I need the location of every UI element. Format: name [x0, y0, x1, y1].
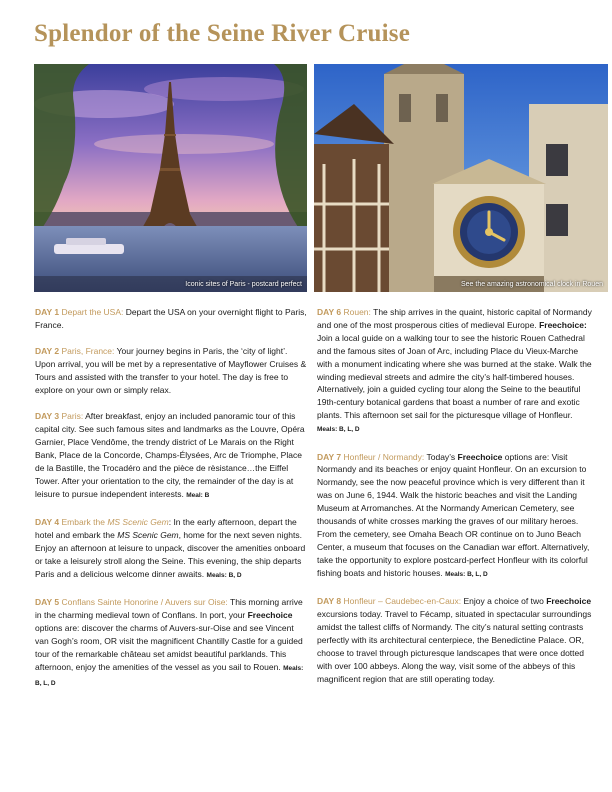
day-place: Paris:	[61, 411, 84, 422]
itinerary-day-3	[35, 410, 307, 502]
day-description: This morning arrive in the charming medieval town of Conflans. In port, your Freechoice options are: discover the charms of Auvers-sur-Oise and see Vincent van Gogh’s room, OR visit the magnificent Chantilly Castle for a guided tour of the remarkable château set amidst beautiful parklands. This afternoon, enjoy the amenities of the vessel as you sail to Rouen.	[35, 597, 303, 672]
itinerary-column-right	[317, 306, 595, 699]
freechoice-label: Freechoice	[546, 596, 592, 607]
day-place: Rouen:	[343, 307, 371, 317]
astronomical-clock-illustration	[314, 64, 608, 292]
itinerary-day-4	[35, 516, 307, 583]
meals-included: Meals: B, L, D	[445, 570, 488, 578]
day-description: Today’s Freechoice options are: Visit Normandy and its beaches or enjoy quaint Honfleur. On an excursion to Normandy, see the now peaceful province which is very different than it was on June 6, 1944. Walk the historic beaches and visit the Landing Museum at Arromanches. At the Normandy American Cemetery, see thousands of white crosses marking the graves of our military heroes. From the cemetery, see Omaha Beach OR continue on to Juno Beach Center, a museum that focuses on the Canadian war effort. Alternatively, take the opportunity to explore postcard-perfect Honfleur with its colorful fishing boats and historic houses.	[317, 451, 590, 578]
meals-included: Meal: B	[186, 491, 210, 499]
ship-name: MS Scenic Gem	[117, 530, 179, 541]
paris-eiffel-tower-photo	[34, 64, 307, 292]
freechoice-label: Freechoice	[247, 610, 293, 621]
ship-name: MS Scenic Gem	[107, 517, 169, 528]
freechoice-label: Freechoice	[457, 451, 503, 462]
day-place: Depart the USA:	[61, 307, 124, 317]
itinerary-day-7	[317, 451, 595, 582]
itinerary-day-2	[35, 345, 307, 397]
eiffel-tower-illustration	[34, 64, 307, 292]
day-description: Enjoy a choice of two Freechoice excursions today. Travel to Fécamp, situated in spectacular surroundings amidst the tallest cliffs of Normandy. The city’s natural setting contrasts perfectly with its architectural centerpiece, the Benedictine Palace. OR, choose to travel through picturesque landscapes that were once dotted with over 100 abbeys. Along the way, visit some of the abbeys of this magnificent region that are still operating today.	[317, 596, 592, 684]
day-label: DAY 2	[35, 346, 60, 357]
day-label: DAY 6	[317, 307, 342, 317]
itinerary-day-1	[35, 306, 307, 332]
page-title: Splendor of the Seine River Cruise	[34, 20, 411, 47]
day-description: After breakfast, enjoy an included panoramic tour of this capital city. See such famous sites and landmarks as the Louvre, Opéra Garnier, Place Vendôme, the trendy district of Le Marais on the Right Bank, Place de la Concorde, Champs-Élysées, Arc de Triomphe, Place de la Bastille, the Trocadéro and the pièce de rèsistance…the Eiffel Tower. After your orientation to the city, the remainder of the day is at leisure to pursue independent interests.	[35, 411, 305, 499]
itinerary-day-5	[35, 596, 307, 690]
day-description: The ship arrives in the quaint, historic capital of Normandy and one of the most prosperous cities of medieval Europe. Freechoice: Join a local guide on a walking tour to see the historic Rouen Cathedral and the famous sites of Joan of Arc, including Place du Vieux-Marche with a monument indicating where she was burned at the stake. Walk the winding medieval streets and admire the city’s half-timbered houses. Alternatively, join a guided cycling tour along the Seine to the beautiful 19th-century botanical gardens that boast a number of rare and exotic plants. This afternoon set sail for the picturesque village of Honfleur.	[317, 307, 592, 421]
day-label: DAY 4	[35, 517, 60, 528]
day-description: Your journey begins in Paris, the ‘city of light’. Upon arrival, you will be met by a representative of Mayflower Cruises & Tours and assisted with the transfer to your hotel. The day is free to explore on your own or simply relax.	[35, 346, 307, 396]
day-label: DAY 8	[317, 596, 342, 607]
photo-caption-left: Iconic sites of Paris - postcard perfect	[185, 281, 302, 288]
day-place: Embark the MS Scenic Gem	[61, 517, 169, 528]
day-label: DAY 7	[317, 451, 342, 462]
day-label: DAY 3	[35, 411, 60, 422]
meals-included: Meals: B, D	[206, 571, 242, 579]
day-place: Conflans Sainte Honorine / Auvers sur Oise:	[61, 597, 228, 608]
day-description: Depart the USA on your overnight flight to Paris, France.	[35, 307, 307, 330]
day-place: Honfleur / Normandy:	[343, 451, 425, 462]
day-description: : In the early afternoon, depart the hotel and embark the MS Scenic Gem, home for the next seven nights. Enjoy an afternoon at leisure to unpack, discover the amenities onboard or take a leisurely stroll along the Seine. This evening, the ship departs Paris and a delicious welcome dinner awaits.	[35, 517, 306, 579]
itinerary-column-left	[35, 306, 307, 704]
rouen-clock-photo	[314, 64, 608, 292]
day-label: DAY 1	[35, 307, 60, 317]
meals-included: Meals: B, L, D	[35, 664, 304, 687]
day-label: DAY 5	[35, 597, 60, 608]
itinerary-day-6	[317, 306, 595, 437]
meals-included: Meals: B, L, D	[317, 426, 360, 434]
itinerary-day-8	[317, 595, 595, 685]
day-place: Paris, France:	[61, 346, 115, 357]
freechoice-label: Freechoice:	[539, 319, 587, 330]
photo-caption-right: See the amazing astronomical clock in Rouen	[460, 281, 603, 288]
day-place: Honfleur – Caudebec-en-Caux:	[343, 596, 462, 607]
